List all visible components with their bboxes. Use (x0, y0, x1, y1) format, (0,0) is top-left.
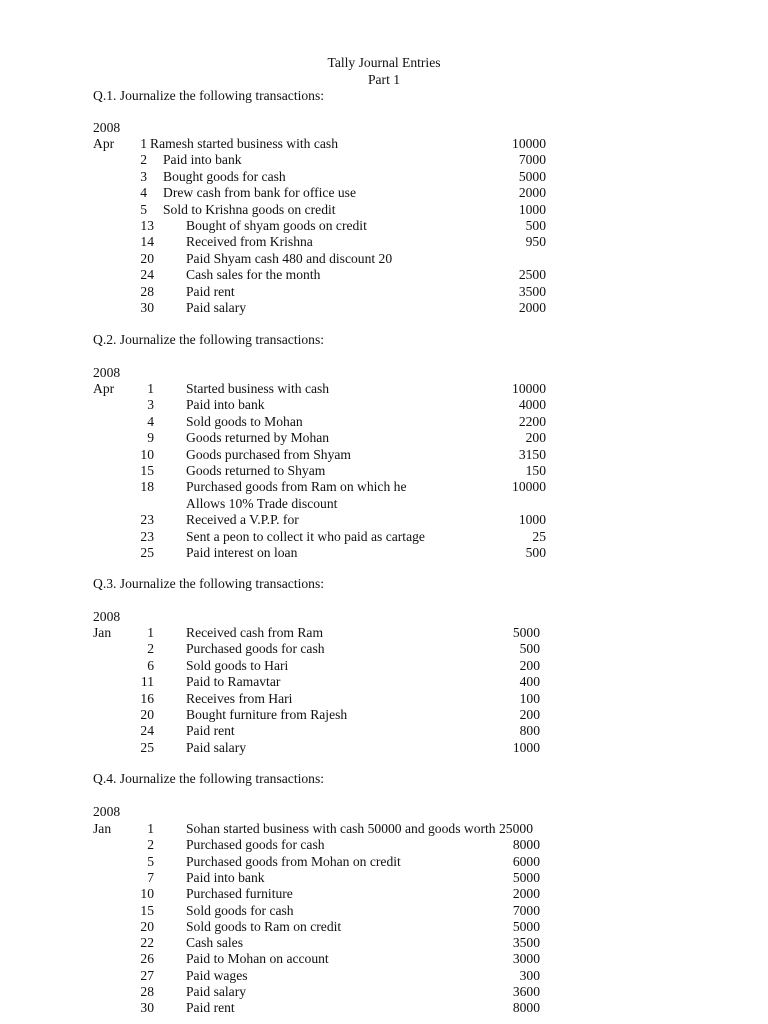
year-label: 2008 (93, 804, 121, 819)
entry-description: Paid rent (186, 1000, 235, 1016)
entry-amount: 3150 (518, 446, 546, 462)
entry-description: Sold goods to Hari (186, 657, 289, 673)
entry-description: Sohan started business with cash 50000 and goods worth 25000 (186, 821, 533, 836)
entry-day: 28 (140, 283, 154, 299)
entry-amount: 2000 (518, 185, 546, 201)
entry-description: Cash sales for the month (186, 267, 321, 283)
entry-day: 15 (140, 902, 154, 918)
entry-description: Allows 10% Trade discount (186, 495, 338, 511)
entry-amount: 200 (519, 657, 540, 673)
entry-description: Paid into bank (186, 397, 265, 413)
entry-description: Paid interest on loan (186, 545, 298, 560)
month-label: Jan (93, 625, 112, 640)
entry-description: Paid salary (186, 300, 247, 315)
entry-amount: 800 (519, 723, 540, 739)
question-heading: Q.3. Journalize the following transactions: (93, 576, 325, 591)
entry-description: Drew cash from bank for office use (163, 185, 357, 201)
entry-amount: 500 (525, 218, 546, 233)
entry-amount: 100 (519, 690, 540, 706)
entry-day: 3 (140, 168, 147, 184)
entry-description: Bought of shyam goods on credit (186, 218, 367, 233)
entry-amount: 6000 (512, 853, 540, 869)
entry-description: Purchased furniture (186, 886, 293, 902)
entry-amount: 200 (519, 707, 540, 722)
entry-day: 14 (140, 234, 154, 250)
entry-day: 24 (140, 723, 154, 739)
entry-day: 1 (147, 381, 154, 396)
entry-day: 26 (140, 951, 154, 967)
entry-day: 20 (140, 707, 154, 722)
entry-description: Purchased goods for cash (186, 837, 325, 853)
entry-day: 4 (147, 413, 154, 429)
entry-day: 28 (140, 984, 154, 999)
entry-amount: 400 (519, 674, 540, 690)
entry-description: Purchased goods from Ram on which he (186, 479, 407, 495)
entry-description: Purchased goods from Mohan on credit (186, 853, 401, 869)
entry-amount: 3500 (518, 283, 546, 299)
entry-day: 4 (140, 185, 147, 201)
entry-amount: 3500 (512, 935, 540, 951)
entry-day: 10 (140, 886, 154, 902)
entry-amount: 150 (525, 463, 546, 478)
entry-amount: 10000 (512, 381, 546, 396)
entry-amount: 2000 (512, 886, 540, 902)
month-label: Apr (93, 381, 115, 396)
entry-amount: 3600 (512, 984, 540, 999)
entry-day: 30 (140, 1000, 154, 1016)
question-heading: Q.1. Journalize the following transactions: (93, 88, 325, 103)
entry-description: Ramesh started business with cash (150, 136, 339, 151)
entry-day: 3 (147, 397, 154, 413)
entry-description: Paid salary (186, 984, 247, 999)
year-label: 2008 (93, 609, 121, 624)
entry-description: Cash sales (186, 935, 244, 951)
entry-day: 5 (140, 201, 147, 217)
entry-description: Sent a peon to collect it who paid as cartage (186, 528, 425, 544)
entry-amount: 3000 (512, 951, 540, 967)
page-subtitle: Part 1 (367, 72, 401, 87)
entry-day: 2 (140, 152, 147, 168)
entry-day: 11 (140, 674, 154, 690)
entry-description: Paid salary (186, 739, 247, 755)
entry-description: Sold to Krishna goods on credit (163, 201, 336, 217)
entry-day: 18 (140, 479, 154, 495)
entry-day: 15 (140, 463, 154, 478)
entry-day: 24 (140, 267, 154, 283)
entry-amount: 7000 (512, 902, 540, 918)
entry-day: 10 (140, 446, 154, 462)
entry-description: Goods purchased from Shyam (186, 446, 351, 462)
entry-day: 25 (140, 739, 154, 755)
entry-day: 22 (140, 935, 154, 951)
entry-day: 7 (147, 869, 154, 885)
entry-amount: 5000 (512, 625, 540, 640)
entry-amount: 500 (525, 545, 546, 560)
entry-amount: 10000 (512, 136, 546, 151)
entry-amount: 5000 (512, 918, 540, 934)
entry-day: 23 (140, 512, 154, 528)
entry-day: 6 (147, 657, 154, 673)
entry-amount: 4000 (518, 397, 546, 413)
entry-description: Goods returned by Mohan (186, 430, 330, 446)
entry-description: Purchased goods for cash (186, 641, 325, 657)
entry-description: Paid to Ramavtar (186, 674, 281, 690)
entry-amount: 500 (519, 641, 540, 657)
year-label: 2008 (93, 120, 121, 135)
entry-day: 1 (147, 625, 154, 640)
entry-day: 9 (147, 430, 154, 446)
entry-day: 5 (147, 853, 154, 869)
entry-description: Paid rent (186, 283, 235, 299)
entry-day: 1 (140, 136, 147, 151)
entry-description: Paid rent (186, 723, 235, 739)
entry-amount: 10000 (512, 479, 546, 495)
entry-amount: 2200 (518, 413, 546, 429)
entry-day: 23 (140, 528, 154, 544)
question-heading: Q.2. Journalize the following transactions: (93, 332, 325, 347)
entry-day: 13 (140, 218, 154, 233)
entry-amount: 5000 (512, 869, 540, 885)
entry-description: Started business with cash (186, 381, 330, 396)
entry-amount: 8000 (512, 1000, 540, 1016)
question-heading: Q.4. Journalize the following transactions: (93, 771, 325, 786)
entry-description: Sold goods to Mohan (186, 413, 303, 429)
month-label: Jan (93, 821, 112, 836)
page-title: Tally Journal Entries (327, 55, 441, 70)
year-label: 2008 (93, 365, 121, 380)
entry-amount: 950 (525, 234, 546, 250)
entry-amount: 8000 (512, 837, 540, 853)
entry-description: Received cash from Ram (186, 625, 324, 640)
entry-day: 20 (140, 918, 154, 934)
entry-amount: 1000 (512, 739, 540, 755)
entry-description: Bought goods for cash (163, 168, 286, 184)
entry-description: Paid wages (186, 967, 248, 983)
entry-amount: 7000 (518, 152, 546, 168)
entry-description: Bought furniture from Rajesh (186, 707, 348, 722)
entry-day: 25 (140, 545, 154, 560)
entry-day: 16 (140, 690, 154, 706)
entry-day: 2 (147, 641, 154, 657)
entry-description: Paid into bank (186, 869, 265, 885)
entry-day: 30 (140, 300, 154, 315)
entry-amount: 1000 (518, 201, 546, 217)
month-label: Apr (93, 136, 115, 151)
entry-description: Sold goods to Ram on credit (186, 918, 342, 934)
entry-amount: 2500 (518, 267, 546, 283)
entry-description: Receives from Hari (186, 690, 293, 706)
entry-day: 1 (147, 821, 154, 836)
entry-amount: 200 (525, 430, 546, 446)
entry-description: Paid Shyam cash 480 and discount 20 (186, 250, 393, 266)
entry-amount: 1000 (518, 512, 546, 528)
entry-amount: 300 (519, 967, 540, 983)
entry-day: 20 (140, 250, 154, 266)
entry-amount: 5000 (518, 168, 546, 184)
entry-description: Received from Krishna (186, 234, 313, 250)
entry-day: 2 (147, 837, 154, 853)
entry-description: Paid into bank (163, 152, 242, 168)
entry-amount: 25 (532, 528, 546, 544)
entry-description: Received a V.P.P. for (186, 512, 299, 528)
entry-description: Sold goods for cash (186, 902, 294, 918)
entry-day: 27 (140, 967, 154, 983)
entry-description: Paid to Mohan on account (186, 951, 329, 967)
entry-amount: 2000 (518, 300, 546, 315)
entry-description: Goods returned to Shyam (186, 463, 326, 478)
